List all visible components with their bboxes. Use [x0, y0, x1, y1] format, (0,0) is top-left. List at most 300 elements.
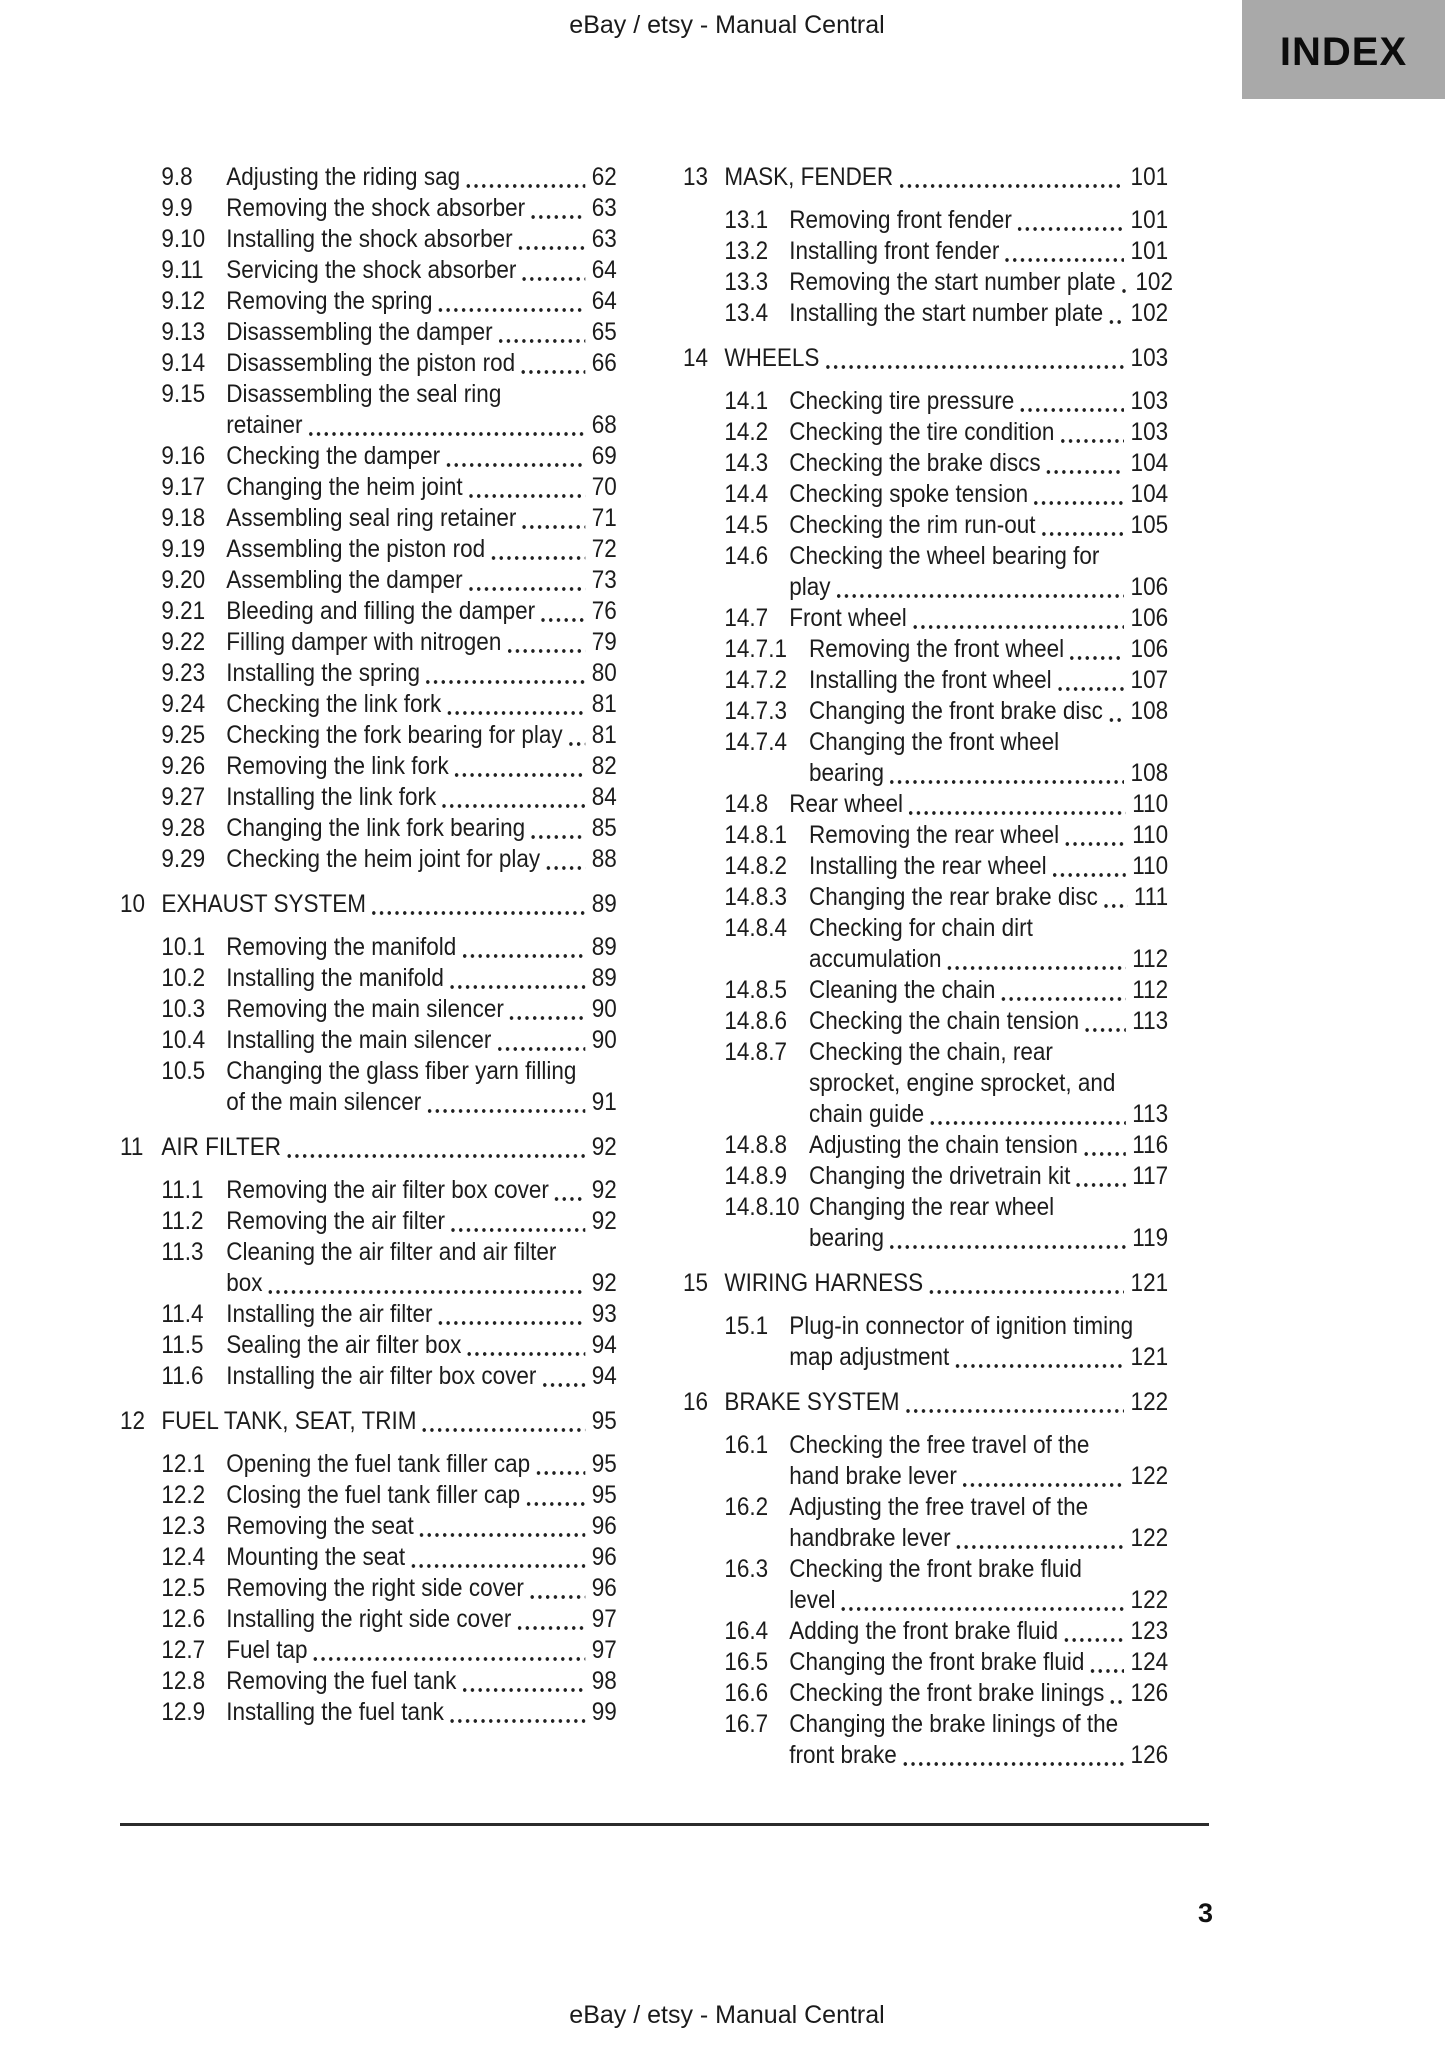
toc-entry-title: handbrake lever [789, 1524, 951, 1552]
dot-leader [437, 286, 585, 317]
toc-entry-row [120, 472, 617, 503]
toc-entry-row [120, 689, 617, 720]
toc-entry-number: 9.29 [161, 845, 206, 873]
dot-leader [508, 994, 585, 1025]
toc-entry-title: Removing the start number plate [789, 268, 1116, 296]
toc-entry-title: Checking the fork bearing for play [226, 721, 563, 749]
toc-entry-title: front brake [789, 1741, 897, 1769]
toc-entry-title: level [789, 1586, 836, 1614]
toc-entry-page: 123 [1130, 1617, 1169, 1645]
dot-leader [466, 1330, 586, 1361]
toc-entry-title: Changing the drivetrain kit [809, 1162, 1071, 1190]
toc-entry-row [120, 1542, 617, 1573]
toc-entry-row [683, 1616, 1168, 1647]
toc-entry-row [683, 1006, 1168, 1037]
toc-entry-title: map adjustment [789, 1343, 950, 1371]
toc-entry-row [120, 813, 617, 844]
toc-entry-title: Installing the fuel tank [226, 1698, 444, 1726]
toc-entry-title: Removing the spring [226, 287, 433, 315]
toc-entry-title: Checking the free travel of the [789, 1431, 1090, 1459]
toc-entry-number: 14.8.5 [724, 976, 787, 1004]
toc-entry-number: 11.2 [161, 1207, 204, 1235]
toc-entry-page: 96 [591, 1512, 617, 1540]
toc-entry-title: Rear wheel [789, 790, 904, 818]
toc-entry-number: 12.6 [161, 1605, 206, 1633]
toc-entry-page: 97 [591, 1636, 617, 1664]
toc-entry-row [683, 1647, 1168, 1678]
toc-column-left [120, 162, 617, 1728]
dot-leader [1075, 1161, 1126, 1192]
toc-entry-page: 92 [591, 1207, 617, 1235]
toc-entry-row [683, 417, 1168, 448]
dot-leader [904, 1387, 1124, 1418]
toc-entry-number: 10.5 [161, 1057, 206, 1085]
toc-entry-number: 14.8.10 [724, 1193, 800, 1221]
toc-entry-row [120, 596, 617, 627]
toc-entry-title: Removing the main silencer [226, 995, 504, 1023]
toc-entry-title: Checking the tire condition [789, 418, 1055, 446]
toc-entry-page: 107 [1130, 666, 1169, 694]
toc-entry-number: 12.7 [161, 1636, 206, 1664]
toc-entry-page: 89 [591, 964, 617, 992]
dot-leader [824, 343, 1124, 374]
toc-entry-page: 65 [591, 318, 617, 346]
toc-entry-page: 89 [591, 933, 617, 961]
dot-leader [901, 1740, 1124, 1771]
toc-entry-number: 11.1 [161, 1176, 204, 1204]
toc-entry-number: 14.8.8 [724, 1131, 787, 1159]
toc-entry-row [120, 1361, 617, 1392]
toc-entry-page: 94 [591, 1362, 617, 1390]
toc-entry-row [120, 658, 617, 689]
toc-entry-title: Removing the fuel tank [226, 1667, 457, 1695]
toc-chapter-row [120, 1132, 617, 1163]
dot-leader [521, 503, 586, 534]
toc-chapter-row [683, 162, 1168, 193]
toc-chapter-row [683, 1387, 1168, 1418]
toc-entry-title: Servicing the shock absorber [226, 256, 517, 284]
toc-entry-number: 14.7.2 [724, 666, 787, 694]
toc-entry-page: 126 [1130, 1679, 1169, 1707]
toc-entry-page: 72 [591, 535, 617, 563]
toc-entry-row [683, 882, 1168, 913]
dot-leader [889, 1223, 1126, 1254]
toc-entry-number: 11.6 [161, 1362, 204, 1390]
toc-entry-number: 14.6 [724, 542, 769, 570]
toc-entry-number: 9.25 [161, 721, 206, 749]
dot-leader [490, 534, 586, 565]
dot-leader [521, 255, 586, 286]
toc-entry-title: Mounting the seat [226, 1543, 406, 1571]
toc-entry-number: 12.2 [161, 1481, 206, 1509]
toc-entry-number: 9.27 [161, 783, 206, 811]
toc-entry-page: 101 [1130, 237, 1169, 265]
toc-entry-row [120, 193, 617, 224]
toc-entry-title: Removing the air filter [226, 1207, 446, 1235]
toc-entry-title: Installing front fender [789, 237, 1000, 265]
toc-chapter-row [683, 1268, 1168, 1299]
toc-entry-row [120, 1666, 617, 1697]
toc-entry-row [683, 541, 1168, 603]
toc-entry-title: FUEL TANK, SEAT, TRIM [161, 1407, 417, 1435]
toc-entry-page: 112 [1132, 945, 1169, 973]
toc-entry-page: 94 [591, 1331, 617, 1359]
toc-entry-title: Removing the shock absorber [226, 194, 526, 222]
toc-entry-title: Bleeding and filling the damper [226, 597, 536, 625]
dot-leader [1064, 820, 1126, 851]
dot-leader [1069, 634, 1125, 665]
toc-entry-page: 110 [1132, 852, 1169, 880]
dot-leader [525, 1480, 586, 1511]
toc-entry-row [120, 627, 617, 658]
toc-entry-number: 9.23 [161, 659, 206, 687]
toc-entry-page: 110 [1132, 790, 1169, 818]
toc-entry-number: 9.13 [161, 318, 206, 346]
dot-leader [516, 1604, 586, 1635]
toc-entry-page: 119 [1132, 1224, 1169, 1252]
toc-entry-number: 9.26 [161, 752, 206, 780]
toc-entry-title: Removing the rear wheel [809, 821, 1060, 849]
toc-entry-title: Checking the link fork [226, 690, 442, 718]
toc-entry-row [120, 1573, 617, 1604]
dot-leader [426, 1087, 586, 1118]
toc-entry-number: 15 [683, 1269, 709, 1297]
dot-leader [446, 689, 586, 720]
toc-entry-row [120, 1511, 617, 1542]
toc-entry-page: 126 [1130, 1741, 1169, 1769]
dot-leader [461, 1666, 586, 1697]
dot-leader [465, 162, 586, 193]
toc-entry-number: 9.9 [161, 194, 193, 222]
toc-entry-title: Changing the link fork bearing [226, 814, 526, 842]
toc-entry-row [120, 994, 617, 1025]
toc-entry-title: Checking the wheel bearing for [789, 542, 1100, 570]
dot-leader [961, 1461, 1124, 1492]
toc-entry-page: 91 [591, 1088, 617, 1116]
toc-entry-row [120, 534, 617, 565]
toc-entry-title: Checking the brake discs [789, 449, 1041, 477]
toc-entry-row [120, 503, 617, 534]
toc-entry-number: 10.1 [161, 933, 206, 961]
toc-entry-page: 122 [1130, 1524, 1169, 1552]
dot-leader [410, 1542, 586, 1573]
toc-entry-title: EXHAUST SYSTEM [161, 890, 367, 918]
dot-leader [1045, 448, 1124, 479]
toc-entry-number: 14.8.6 [724, 1007, 787, 1035]
toc-chapter-row [120, 1406, 617, 1437]
dot-leader [418, 1511, 585, 1542]
dot-leader [1089, 1647, 1124, 1678]
toc-entry-page: 63 [591, 194, 617, 222]
header-title: eBay / etsy - Manual Central [569, 11, 885, 39]
toc-entry-number: 10.2 [161, 964, 206, 992]
toc-entry-page: 66 [591, 349, 617, 377]
toc-entry-page: 101 [1130, 163, 1169, 191]
toc-entry-page: 106 [1130, 635, 1169, 663]
toc-entry-page: 106 [1130, 604, 1169, 632]
toc-entry-title: Assembling the damper [226, 566, 463, 594]
dot-leader [441, 782, 586, 813]
toc-entry-title: Removing the seat [226, 1512, 414, 1540]
toc-entry-number: 16.2 [724, 1493, 769, 1521]
toc-entry-number: 16.7 [724, 1710, 769, 1738]
toc-entry-number: 9.18 [161, 504, 206, 532]
toc-entry-number: 14.5 [724, 511, 769, 539]
toc-entry-title: Installing the shock absorber [226, 225, 513, 253]
toc-entry-row [120, 1449, 617, 1480]
toc-entry-number: 10.3 [161, 995, 206, 1023]
toc-entry-number: 9.15 [161, 380, 206, 408]
toc-entry-row [120, 348, 617, 379]
toc-entry-row [683, 1311, 1168, 1373]
toc-entry-row [120, 1697, 617, 1728]
toc-entry-page: 95 [591, 1450, 617, 1478]
toc-entry-page: 124 [1130, 1648, 1169, 1676]
toc-entry-row [120, 1175, 617, 1206]
dot-leader [520, 348, 586, 379]
toc-entry-row [683, 1430, 1168, 1492]
toc-entry-number: 12.5 [161, 1574, 206, 1602]
toc-entry-row [120, 844, 617, 875]
dot-leader [1056, 665, 1124, 696]
toc-entry-number: 9.14 [161, 349, 206, 377]
dot-leader [928, 1268, 1125, 1299]
toc-entry-row [683, 448, 1168, 479]
dot-leader [517, 224, 585, 255]
toc-entry-page: 79 [591, 628, 617, 656]
toc-entry-title: Checking for chain dirt [809, 914, 1033, 942]
toc-entry-number: 9.21 [161, 597, 206, 625]
toc-entry-row [120, 286, 617, 317]
toc-entry-row [120, 441, 617, 472]
toc-entry-number: 16.6 [724, 1679, 769, 1707]
toc-entry-row [683, 236, 1168, 267]
toc-entry-page: 69 [591, 442, 617, 470]
toc-entry-number: 9.19 [161, 535, 206, 563]
toc-entry-title: Changing the rear brake disc [809, 883, 1098, 911]
toc-entry-number: 14.8.7 [724, 1038, 787, 1066]
toc-entry-title: of the main silencer [226, 1088, 422, 1116]
toc-entry-page: 90 [591, 1026, 617, 1054]
toc-entry-title: MASK, FENDER [724, 163, 894, 191]
toc-entry-number: 14.8.9 [724, 1162, 787, 1190]
toc-entry-page: 101 [1130, 206, 1169, 234]
toc-entry-title: WIRING HARNESS [724, 1269, 924, 1297]
toc-entry-number: 14.8.3 [724, 883, 787, 911]
toc-entry-number: 9.22 [161, 628, 206, 656]
toc-entry-title: Installing the manifold [226, 964, 444, 992]
toc-entry-title: bearing [809, 759, 885, 787]
toc-entry-number: 12.1 [161, 1450, 206, 1478]
toc-entry-row [683, 267, 1173, 298]
toc-entry-row [120, 963, 617, 994]
toc-entry-row [120, 1237, 617, 1299]
toc-entry-row [120, 1480, 617, 1511]
toc-entry-page: 103 [1130, 418, 1169, 446]
toc-entry-title: Changing the brake linings of the [789, 1710, 1119, 1738]
toc-entry-row [120, 1206, 617, 1237]
dot-leader [1084, 1006, 1126, 1037]
toc-entry-title: Adjusting the chain tension [809, 1131, 1078, 1159]
toc-entry-title: play [789, 573, 831, 601]
toc-entry-page: 122 [1130, 1388, 1169, 1416]
toc-entry-page: 76 [591, 597, 617, 625]
toc-entry-title: hand brake lever [789, 1462, 957, 1490]
toc-entry-page: 96 [591, 1574, 617, 1602]
dot-leader [1120, 267, 1129, 298]
toc-entry-title: Installing the spring [226, 659, 421, 687]
toc-entry-number: 14.4 [724, 480, 769, 508]
toc-entry-page: 90 [591, 995, 617, 1023]
toc-entry-number: 9.24 [161, 690, 206, 718]
toc-entry-page: 103 [1130, 387, 1169, 415]
dot-leader [312, 1635, 585, 1666]
toc-entry-row [120, 1056, 617, 1118]
dot-leader [835, 572, 1124, 603]
dot-leader [267, 1268, 585, 1299]
toc-entry-number: 12.4 [161, 1543, 206, 1571]
toc-entry-row [683, 913, 1168, 975]
toc-entry-page: 102 [1130, 299, 1169, 327]
toc-entry-page: 63 [591, 225, 617, 253]
toc-entry-number: 11.4 [161, 1300, 204, 1328]
toc-entry-title: Checking the front brake fluid [789, 1555, 1082, 1583]
toc-entry-title: chain guide [809, 1100, 925, 1128]
dot-leader [946, 944, 1126, 975]
toc-entry-title: box [226, 1269, 263, 1297]
dot-leader [371, 889, 586, 920]
toc-entry-page: 121 [1130, 1269, 1169, 1297]
toc-entry-title: Checking the front brake linings [789, 1679, 1105, 1707]
toc-entry-page: 102 [1135, 268, 1173, 296]
toc-entry-row [120, 379, 617, 441]
toc-entry-number: 14.7.3 [724, 697, 787, 725]
toc-entry-number: 14.1 [724, 387, 769, 415]
toc-entry-page: 84 [591, 783, 617, 811]
toc-entry-title: Disassembling the damper [226, 318, 493, 346]
toc-entry-page: 95 [591, 1481, 617, 1509]
toc-entry-title: Changing the rear wheel [809, 1193, 1055, 1221]
toc-entry-title: Front wheel [789, 604, 907, 632]
toc-entry-title: Sealing the air filter box [226, 1331, 462, 1359]
toc-entry-number: 14.7.4 [724, 728, 787, 756]
toc-entry-number: 9.10 [161, 225, 206, 253]
dot-leader [445, 441, 586, 472]
toc-entry-page: 112 [1132, 976, 1169, 1004]
dot-leader [1063, 1616, 1125, 1647]
toc-entry-number: 13.4 [724, 299, 769, 327]
toc-entry-page: 88 [591, 845, 617, 873]
toc-entry-number: 10.4 [161, 1026, 206, 1054]
page-number: 3 [1197, 1898, 1213, 1928]
toc-entry-number: 14.8.2 [724, 852, 787, 880]
toc-entry-row [683, 1037, 1168, 1130]
toc-entry-page: 73 [591, 566, 617, 594]
toc-entry-page: 81 [591, 721, 617, 749]
toc-entry-number: 9.16 [161, 442, 206, 470]
toc-entry-title: Checking tire pressure [789, 387, 1015, 415]
toc-entry-row [683, 1192, 1168, 1254]
toc-entry-title: Installing the start number plate [789, 299, 1104, 327]
toc-entry-page: 108 [1130, 759, 1169, 787]
toc-entry-title: Adjusting the free travel of the [789, 1493, 1089, 1521]
toc-entry-row [683, 1554, 1168, 1616]
toc-entry-row [120, 1330, 617, 1361]
toc-entry-row [683, 851, 1168, 882]
toc-entry-title: Cleaning the chain [809, 976, 996, 1004]
toc-entry-number: 12.8 [161, 1667, 206, 1695]
dot-leader [541, 1361, 586, 1392]
dot-leader [929, 1099, 1126, 1130]
toc-entry-page: 117 [1132, 1162, 1169, 1190]
toc-entry-row [683, 1709, 1168, 1771]
dot-leader [1082, 1130, 1125, 1161]
toc-entry-title: Checking the chain, rear [809, 1038, 1053, 1066]
toc-entry-page: 113 [1132, 1007, 1169, 1035]
toc-entry-row [120, 932, 617, 963]
toc-entry-page: 81 [591, 690, 617, 718]
toc-entry-title: Closing the fuel tank filler cap [226, 1481, 521, 1509]
toc-entry-number: 10 [120, 890, 146, 918]
toc-entry-page: 99 [591, 1698, 617, 1726]
toc-entry-number: 16.1 [724, 1431, 769, 1459]
toc-entry-title: Removing the front wheel [809, 635, 1065, 663]
toc-entry-page: 104 [1130, 449, 1169, 477]
toc-entry-page: 71 [591, 504, 617, 532]
toc-entry-row [120, 1604, 617, 1635]
toc-entry-number: 14.8.1 [724, 821, 787, 849]
toc-entry-title: AIR FILTER [161, 1133, 282, 1161]
dot-leader [437, 1299, 585, 1330]
dot-leader [535, 1449, 586, 1480]
toc-entry-title: Fuel tap [226, 1636, 308, 1664]
toc-entry-page: 80 [591, 659, 617, 687]
toc-entry-page: 97 [591, 1605, 617, 1633]
toc-entry-number: 14.7.1 [724, 635, 787, 663]
toc-entry-title: Plug-in connector of ignition timing [789, 1312, 1134, 1340]
toc-entry-number: 14.8 [724, 790, 769, 818]
toc-chapter-row [683, 343, 1168, 374]
toc-entry-page: 64 [591, 256, 617, 284]
toc-entry-page: 116 [1132, 1131, 1169, 1159]
toc-entry-title: Opening the fuel tank filler cap [226, 1450, 531, 1478]
toc-entry-title: Installing the right side cover [226, 1605, 512, 1633]
toc-entry-title: Checking the heim joint for play [226, 845, 541, 873]
toc-entry-title: Installing the main silencer [226, 1026, 492, 1054]
toc-entry-row [683, 696, 1168, 727]
toc-entry-number: 9.20 [161, 566, 206, 594]
toc-entry-row [683, 386, 1168, 417]
toc-entry-page: 122 [1130, 1586, 1169, 1614]
toc-entry-title: Changing the heim joint [226, 473, 463, 501]
toc-entry-number: 13.2 [724, 237, 769, 265]
toc-entry-title: Changing the glass fiber yarn filling [226, 1057, 577, 1085]
dot-leader [448, 963, 585, 994]
toc-entry-row [683, 510, 1168, 541]
toc-entry-number: 14 [683, 344, 709, 372]
toc-entry-number: 11 [120, 1133, 144, 1161]
dot-leader [506, 627, 586, 658]
toc-entry-title: Removing the air filter box cover [226, 1176, 549, 1204]
dot-leader [540, 596, 586, 627]
toc-entry-title: Installing the air filter box cover [226, 1362, 537, 1390]
toc-entry-row [683, 479, 1168, 510]
toc-entry-title: Changing the front wheel [809, 728, 1060, 756]
toc-entry-number: 16 [683, 1388, 709, 1416]
toc-entry-title: BRAKE SYSTEM [724, 1388, 900, 1416]
toc-entry-row [683, 1678, 1168, 1709]
toc-entry-row [120, 224, 617, 255]
